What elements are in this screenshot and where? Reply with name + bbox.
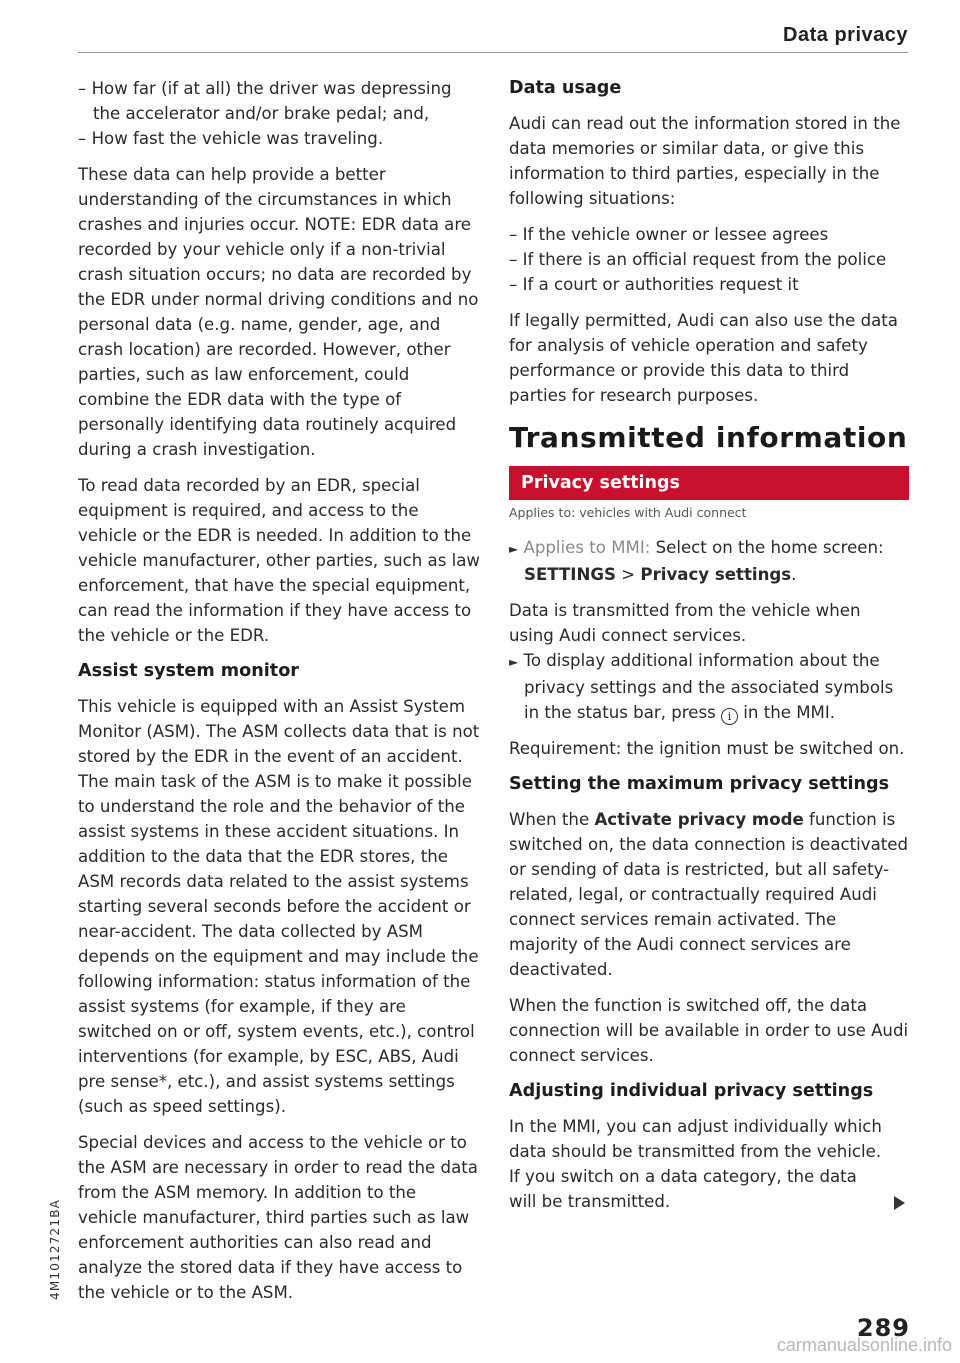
watermark: carmanualsonline.info <box>776 1335 952 1355</box>
left-column <box>78 76 480 1316</box>
list-item: – How far (if at all) the driver was depressing the accelerator and/or brake pedal; and, <box>78 79 452 123</box>
triangle-bullet-icon: ► <box>509 655 519 669</box>
document-code: 4M1012721BA <box>48 1198 62 1300</box>
info-icon: i <box>721 708 738 725</box>
data-usage-heading: Data usage <box>509 78 622 98</box>
menu-settings: SETTINGS <box>524 565 616 584</box>
legal-use-paragraph: If legally permitted, Audi can also use the data for analysis of vehicle operation and safety performance or provide this data to third parties for research purposes. <box>509 311 898 405</box>
right-column <box>509 76 909 1214</box>
list-item: – If the vehicle owner or lessee agrees <box>509 225 829 244</box>
paragraph-text: function is switched on, the data connection is deactivated or sending of data is restricted, but all safety-related, legal, or contractually required Audi connect services remain activated. The majority of the Audi connect services are deactivated. <box>509 810 908 979</box>
header-divider <box>78 52 908 53</box>
continue-arrow-icon <box>894 1196 905 1210</box>
requirement-paragraph: Requirement: the ignition must be switched on. <box>509 739 905 758</box>
asm-heading: Assist system monitor <box>78 661 299 681</box>
function-off-paragraph: When the function is switched off, the data connection will be available in order to use Audi connect services. <box>509 996 909 1065</box>
activate-privacy-mode-label: Activate privacy mode <box>594 810 804 829</box>
page-number: 289 <box>856 1314 910 1342</box>
list-item: – If there is an official request from the police <box>509 250 887 269</box>
step-display-info <box>509 648 909 725</box>
asm-description-paragraph: This vehicle is equipped with an Assist System Monitor (ASM). The ASM collects data that is not stored by the EDR in the event of an accident. The main task of the ASM is to make it possible to understand the role and the behavior of the assist systems in these accident situations. In addition to the data that the EDR stores, the ASM records data related to the assist systems starting several seconds before the accident or near-accident. The data collected by ASM depends on the equipment and may include the following information: status information of the assist systems (for example, if they are switched on or off, system events, etc.), control interventions (for example, by ESC, ABS, Audi pre sense*, etc.), and assist systems settings (such as speed settings). <box>78 697 480 1116</box>
list-item: – If a court or authorities request it <box>509 275 799 294</box>
data-usage-paragraph: Audi can read out the information stored in the data memories or similar data, or give this information to third parties, especially in the following situations: <box>509 114 901 208</box>
step-text: Select on the home screen: <box>650 538 884 557</box>
max-privacy-heading: Setting the maximum privacy settings <box>509 774 890 794</box>
intro-dash-list <box>78 76 480 151</box>
triangle-bullet-icon: ► <box>509 542 519 556</box>
step-text: To display additional information about the privacy settings and the associated symbols in the status bar, press <box>518 651 894 722</box>
menu-separator: > <box>615 565 641 584</box>
page-header-title: Data privacy <box>783 24 908 46</box>
privacy-settings-bar: Privacy settings <box>509 466 909 500</box>
edr-reading-paragraph: To read data recorded by an EDR, special equipment is required, and access to the vehicle or the EDR is needed. In addition to the vehicle manufacturer, other parties, such as law enforcement, that have the special equipment, can read the information if they have access to the vehicle or the EDR. <box>78 476 480 645</box>
asm-reading-paragraph: Special devices and access to the vehicle or to the ASM are necessary in order to read the data from the ASM memory. In addition to the vehicle manufacturer, third parties such as law enforcement authorities can also read and analyze the stored data if they have access to the vehicle or to the ASM. <box>78 1133 478 1302</box>
applies-to-mmi-link[interactable]: Applies to MMI: <box>523 538 651 557</box>
step-end: . <box>791 565 797 584</box>
adjust-row <box>509 1114 909 1214</box>
adjust-privacy-heading: Adjusting individual privacy settings <box>509 1081 874 1101</box>
paragraph-text: When the <box>509 810 595 829</box>
step-open-privacy-settings <box>509 535 909 587</box>
transmit-paragraph: Data is transmitted from the vehicle when using Audi connect services. <box>509 601 861 645</box>
list-item: – How fast the vehicle was traveling. <box>78 129 384 148</box>
edr-understanding-paragraph: These data can help provide a better understanding of the circumstances in which crashes and injuries occur. NOTE: EDR data are recorded by your vehicle only if a non-trivial crash situation occurs; no data are recorded by the EDR under normal driving conditions and no personal data (e.g. name, gender, age, and crash location) are recorded. However, other parties, such as law enforcement, could combine the EDR data with the type of personally identifying data routinely acquired during a crash investigation. <box>78 165 479 459</box>
section-title: Transmitted information <box>509 421 908 454</box>
menu-privacy-settings: Privacy settings <box>640 565 792 584</box>
max-privacy-paragraph <box>509 807 909 982</box>
step-text-end: in the MMI. <box>738 703 836 722</box>
applies-to-note: Applies to: vehicles with Audi connect <box>509 505 747 520</box>
usage-situations-list <box>509 222 909 297</box>
adjust-privacy-paragraph: In the MMI, you can adjust individually which data should be transmitted from the vehicle. If you switch on a data category, the data will be transmitted. <box>509 1117 882 1211</box>
